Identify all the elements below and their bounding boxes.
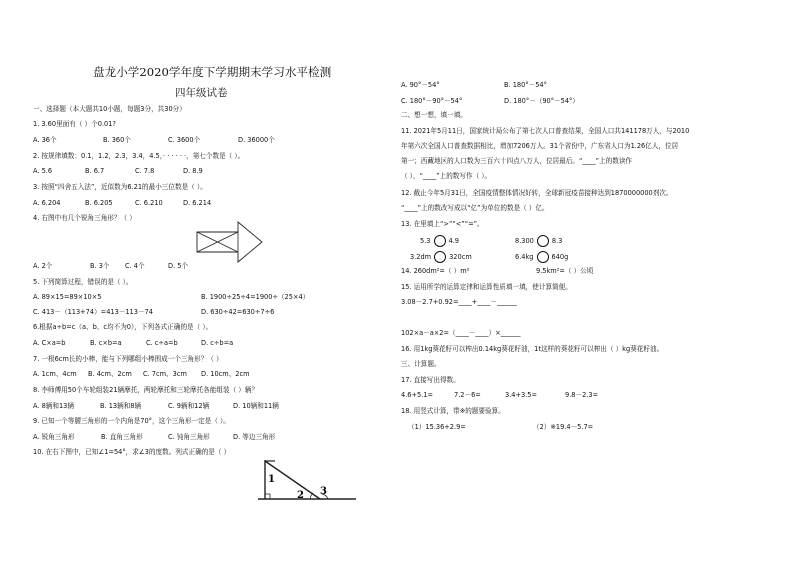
question-7: 7. 一根6cm长的小棒，能与下列哪组小棒围成一个三角形？（ ） xyxy=(33,355,223,363)
option-c: C. 3600个 xyxy=(168,136,201,144)
question-6-options xyxy=(33,339,363,348)
option-d: D. 630÷42=630÷7÷6 xyxy=(201,308,275,316)
option-a: A. 89×15=89×10×5 xyxy=(33,293,102,301)
compare-left: 5.3 xyxy=(420,237,431,245)
compare-circle[interactable] xyxy=(537,251,549,263)
calc-item: 7.2－6= xyxy=(454,391,481,399)
option-c: C. 6.210 xyxy=(135,199,163,207)
option-b: B. 360个 xyxy=(103,136,131,144)
question-17-items xyxy=(401,391,731,400)
question-3: 3. 按照“四舍五入法”，近似数为6.21的最小三位数是（ ）。 xyxy=(33,183,207,191)
calc-item: 3.4+3.5= xyxy=(505,391,538,399)
question-10-options-row2 xyxy=(401,97,731,106)
grade-title: 四年级试卷 xyxy=(175,87,228,99)
question-11-line-2: 年第六次全国人口普查数据相比，增加7206万人。31个省份中，广东省人口为1.26亿人，位居 xyxy=(401,142,679,150)
option-a: A. 36个 xyxy=(33,136,57,144)
option-a: A. 8辆和13辆 xyxy=(33,402,74,410)
question-15-part-b: 102×a－a×2=（____－____）×______ xyxy=(401,329,521,337)
question-4-options xyxy=(33,262,363,271)
arrow-triangles-figure xyxy=(196,220,266,262)
option-a: A. 5.6 xyxy=(33,167,53,175)
question-17: 17. 直接写出得数。 xyxy=(401,376,460,384)
option-c: C. 4个 xyxy=(125,262,145,270)
option-d: D. 5个 xyxy=(168,262,189,270)
question-16: 16. 用1kg葵花籽可以榨出0.14kg葵花籽油，1t这样的葵花籽可以榨出（ ）kg葵花籽油。 xyxy=(401,345,664,353)
option-d: D. 180°－（90°－54°） xyxy=(504,97,579,105)
compare-right: 4.9 xyxy=(448,237,459,245)
compare-circle[interactable] xyxy=(434,251,446,263)
question-10: 10. 在右下图中，已知∠1=54°，求∠3的度数。列式正确的是（ ） xyxy=(33,448,231,456)
option-c: C. 413－（113+74）=413－113－74 xyxy=(33,308,153,316)
question-13-row-1 xyxy=(420,235,670,247)
compare-left: 3.2dm xyxy=(410,253,432,261)
angle-2-label: 2 xyxy=(297,490,304,501)
option-b: B. 3个 xyxy=(90,262,110,270)
compare-item-3 xyxy=(410,251,472,263)
option-a: A. 1cm、4cm xyxy=(33,370,77,378)
option-c: C. 7cm、3cm xyxy=(143,370,187,378)
question-12-line-2: “____”上的数改写成以“亿”为单位的数是（ ）亿。 xyxy=(401,204,549,212)
question-11-line-1: 11. 2021年5月11日，国家统计局公布了第七次人口普查结果，全国人口共141178万人，与2010 xyxy=(401,127,690,135)
question-18-items xyxy=(408,423,738,432)
question-14-part-b: 9.5km²=（ ）公顷 xyxy=(536,267,594,275)
vertical-calc-2: （2）※19.4－5.7= xyxy=(533,423,594,431)
compare-left: 8.300 xyxy=(515,237,534,245)
vertical-calc-1: （1）15.36+2.9= xyxy=(408,423,466,431)
option-c: C. 180°－90°－54° xyxy=(401,97,463,105)
question-8-options xyxy=(33,402,363,411)
question-9-options xyxy=(33,433,363,442)
question-2-options xyxy=(33,167,363,176)
angle-figure xyxy=(258,458,358,502)
option-a: A. 6.204 xyxy=(33,199,61,207)
question-7-options xyxy=(33,370,363,379)
calc-item: 4.6+5.1= xyxy=(401,391,434,399)
option-d: D. 8.9 xyxy=(183,167,203,175)
compare-right: 320cm xyxy=(449,253,472,261)
option-b: B. 180°－54° xyxy=(504,81,547,89)
question-2: 2. 按规律填数：0.1，1.2，2.3，3.4，4.5，· · · · · ·，第七个数是（ ）。 xyxy=(33,152,245,160)
option-c: C. 9辆和12辆 xyxy=(168,402,210,410)
question-14 xyxy=(401,267,731,276)
section-2-heading: 二、想一想，填一填。 xyxy=(401,111,467,119)
compare-right: 8.3 xyxy=(551,237,563,245)
angle-1-label: 1 xyxy=(268,474,275,485)
question-12-line-1: 12. 截止今年5月31日，全国疫情整体情况好转，全球新冠疫苗接种达到1870000000剂次。 xyxy=(401,189,673,197)
option-d: D. 36000个 xyxy=(238,136,275,144)
option-d: D. 10辆和11辆 xyxy=(233,402,279,410)
option-d: D. 等边三角形 xyxy=(233,433,276,441)
question-1-options xyxy=(33,136,363,145)
calc-item: 9.8－2.3= xyxy=(565,391,599,399)
option-a: A. 2个 xyxy=(33,262,53,270)
question-4: 4. 右图中有几个锐角三角形？（ ） xyxy=(33,214,136,222)
question-5-options-row1 xyxy=(33,293,363,302)
compare-item-2 xyxy=(515,235,562,247)
option-d: D. 6.214 xyxy=(183,199,212,207)
question-5-options-row2 xyxy=(33,308,363,317)
question-15-part-a: 3.08－2.7+0.92=____+____－______ xyxy=(401,298,517,306)
option-b: B. 6.205 xyxy=(85,199,113,207)
option-b: B. 6.7 xyxy=(85,167,105,175)
compare-circle[interactable] xyxy=(434,235,446,247)
question-18: 18. 用竖式计算，带※的题要验算。 xyxy=(401,407,505,415)
compare-item-4 xyxy=(515,251,568,263)
option-c: C. 钝角三角形 xyxy=(168,433,210,441)
question-11-line-4: （ ），“____”上的数写作（ ）。 xyxy=(401,172,492,180)
question-10-options-row1 xyxy=(401,81,731,90)
option-a: A. C×a=b xyxy=(33,339,66,347)
option-d: D. c÷b=a xyxy=(201,339,234,347)
question-9: 9. 已知一个等腰三角形的一个内角是70°，这个三角形一定是（ ）。 xyxy=(33,417,230,425)
compare-left: 6.4kg xyxy=(515,253,534,261)
option-a: A. 锐角三角形 xyxy=(33,433,75,441)
option-b: B. 1900÷25÷4=1900÷（25×4） xyxy=(201,293,310,301)
question-14-part-a: 14. 260dm²=（ ）m² xyxy=(401,267,470,275)
question-3-options xyxy=(33,199,363,208)
question-13: 13. 在里填上“>”“<”“=”。 xyxy=(401,220,484,228)
school-title: 盘龙小学2020学年度下学期期末学习水平检测 xyxy=(93,65,332,79)
question-13-row-2 xyxy=(410,251,660,263)
option-b: B. 13辆和8辆 xyxy=(100,402,142,410)
question-1: 1. 3.60里面有（ ）个0.01? xyxy=(33,120,116,128)
question-5: 5. 下列简算过程，错误的是（ ）。 xyxy=(33,278,133,286)
option-b: B. 直角三角形 xyxy=(101,433,143,441)
option-b: B. c×b=a xyxy=(90,339,122,347)
angle-3-label: 3 xyxy=(320,486,327,497)
option-d: D. 10cm、2cm xyxy=(201,370,250,378)
option-a: A. 90°－54° xyxy=(401,81,440,89)
question-11-line-3: 第一；西藏地区的人口数为三百六十四点八万人，位居最后。“____”上的数读作 xyxy=(401,157,633,165)
question-8: 8. 李师傅用50个车轮组装21辆摩托，两轮摩托和三轮摩托各能组装（ ）辆？ xyxy=(33,386,259,394)
section-1-heading: 一、选择题（本大题共10小题，每题3分，共30分） xyxy=(33,105,186,113)
compare-circle[interactable] xyxy=(537,235,549,247)
option-c: C. c÷a=b xyxy=(146,339,178,347)
compare-right: 640g xyxy=(551,253,569,261)
question-15: 15. 运用所学的运算定律和运算性质填一填，使计算简便。 xyxy=(401,283,572,291)
compare-item-1 xyxy=(420,235,459,247)
question-6: 6.根据a÷b=c（a、b、c均不为0），下列各式正确的是（ ）。 xyxy=(33,323,213,331)
option-c: C. 7.8 xyxy=(135,167,155,175)
section-3-heading: 三、计算题。 xyxy=(401,360,441,368)
option-b: B. 4cm、2cm xyxy=(88,370,132,378)
